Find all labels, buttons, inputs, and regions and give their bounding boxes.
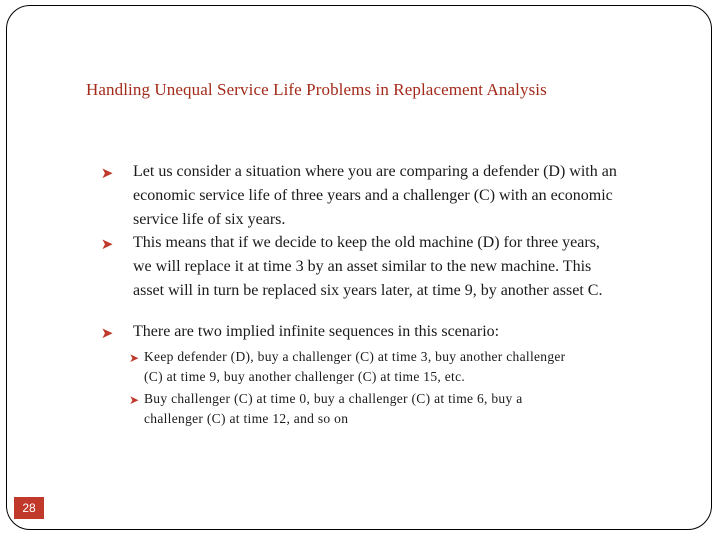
slide-title: Handling Unequal Service Life Problems in Replacement Analysis [86,80,547,99]
slide-number-badge: 28 [14,497,44,519]
arrow-bullet-icon: ➤ [100,236,114,253]
sub-bullet-text-1: Keep defender (D), buy a challenger (C) at time 3, buy another challenger (C) at time 9, buy another challenger (C) at time 15, etc. [144,349,566,384]
arrow-bullet-icon: ➤ [128,351,140,365]
bullet-text-2: This means that if we decide to keep the old machine (D) for three years, we will replace it at time 3 by an asset similar to the new machine. This asset will in turn be replaced six years later, at time 9, by another asset C. [133,234,603,299]
arrow-bullet-icon: ➤ [100,165,114,182]
bullet-text-1: Let us consider a situation where you are comparing a defender (D) with an economic service life of three years and a challenger (C) with an economic service life of six years. [133,163,617,228]
sub-bullet-text-2: Buy challenger (C) at time 0, buy a challenger (C) at time 6, buy a challenger (C) at time 12, and so on [144,391,523,426]
arrow-bullet-icon: ➤ [128,393,140,407]
bullet-text-3: There are two implied infinite sequences in this scenario: [133,323,500,340]
arrow-bullet-icon: ➤ [100,325,114,342]
